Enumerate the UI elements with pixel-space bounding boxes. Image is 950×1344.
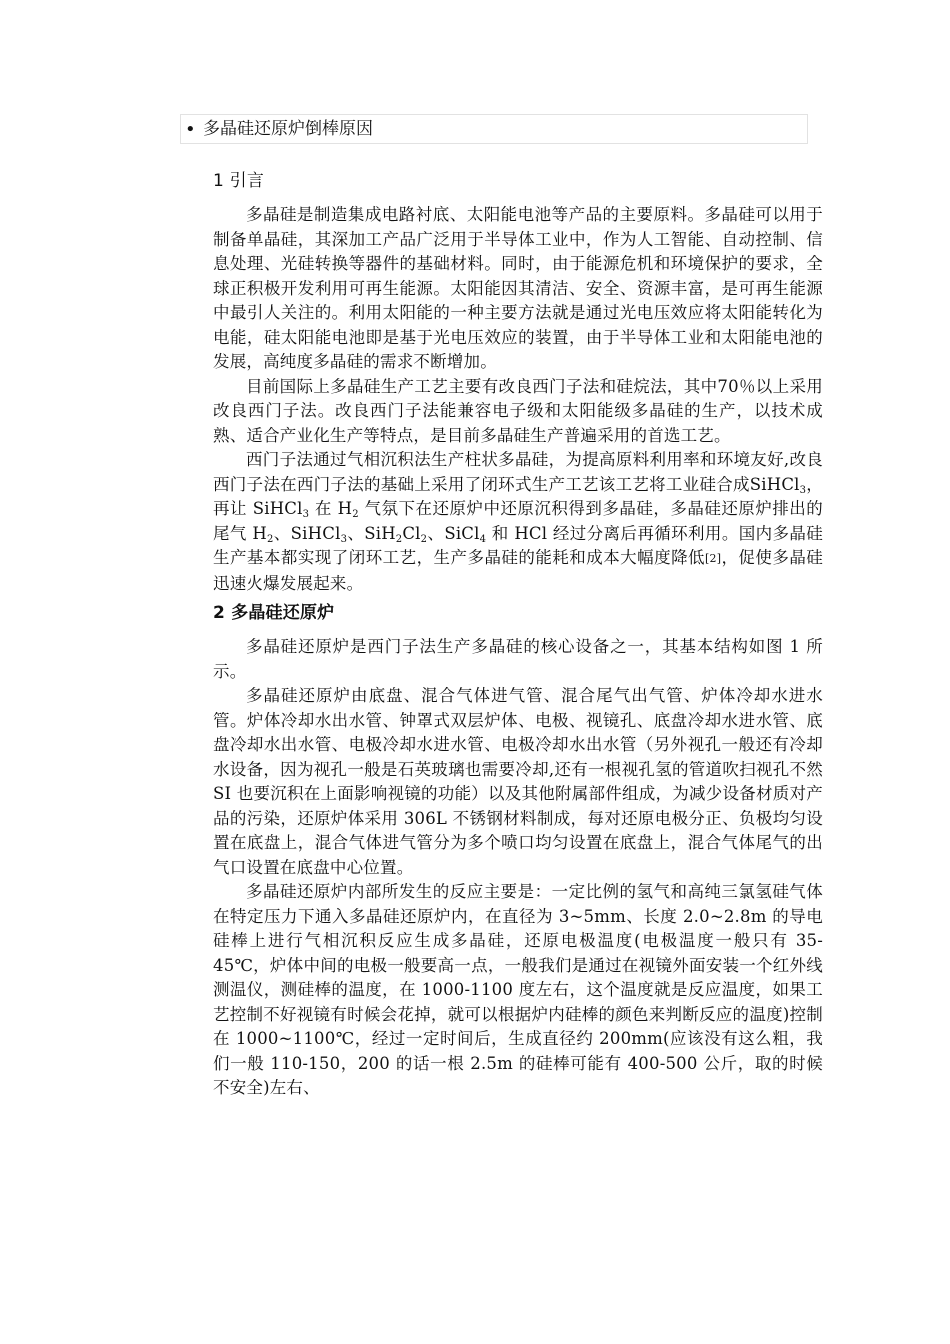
paragraph: 多晶硅还原炉是西门子法生产多晶硅的核心设备之一，其基本结构如图 1 所示。 xyxy=(213,637,823,681)
title-bar xyxy=(180,114,808,144)
document-title: 多晶硅还原炉倒棒原因 xyxy=(203,119,373,139)
paragraph: 西门子法通过气相沉积法生产柱状多晶硅，为提高原料利用率和环境友好,改良西门子法在西门子法的基础上采用了闭环式生产工艺该工艺将工业硅合成SiHCl$_3$，再让 SiHCl$_3$ 在 $H_2$ 气氛下在还原炉中还原沉积得到多晶硅，多晶硅还原炉排出的尾气 $H_2$、SiHCl$_3$、$SiH_2Cl_2$、SiCl$_4$ 和 HCl 经过分离后再循环利用。国内多晶硅生产基本都实现了闭环工艺，生产多晶硅的能耗和成本大幅度降低[2]，促使多晶硅迅速火爆发展起来。 xyxy=(213,450,823,593)
paragraph: 多晶硅还原炉内部所发生的反应主要是：一定比例的氢气和高纯三氯氢硅气体在特定压力下通入多晶硅还原炉内，在直径为 3~5mm、长度 2.0~2.8m 的导电硅棒上进行气相沉积反应生成多晶硅，还原电极温度(电极温度一般只有 35-45℃，炉体中间的电极一般要高一点，一般我们是通过在视镜外面安装一个红外线测温仪，测硅棒的温度，在 1000-1100 度左右，这个温度就是反应温度，如果工艺控制不好视镜有时候会花掉，就可以根据炉内硅棒的颜色来判断反应的温度)控制在 1000~1100℃，经过一定时间后，生成直径约 200mm(应该没有这么粗，我们一般 110-150，200 的话一根 2.5m 的硅棒可能有 400-500 公斤，取的时候不安全)左右、 xyxy=(213,882,823,1097)
article-body xyxy=(213,168,823,1101)
paragraph: 多晶硅是制造集成电路衬底、太阳能电池等产品的主要原料。多晶硅可以用于制备单晶硅，其深加工产品广泛用于半导体工业中，作为人工智能、自动控制、信息处理、光硅转换等器件的基础材料。同时，由于能源危机和环境保护的要求，全球正积极开发利用可再生能源。太阳能因其清洁、安全、资源丰富，是可再生能源中最引人关注的。利用太阳能的一种主要方法就是通过光电压效应将太阳能转化为电能，硅太阳能电池即是基于光电压效应的装置，由于半导体工业和太阳能电池的发展，高纯度多晶硅的需求不断增加。 xyxy=(213,205,823,371)
section-1-heading: 1 引言 xyxy=(213,171,265,191)
section-2-heading: 2 多晶硅还原炉 xyxy=(213,603,335,623)
citation-link[interactable]: [2] xyxy=(705,552,722,565)
paragraph: 目前国际上多晶硅生产工艺主要有改良西门子法和硅烷法，其中70％以上采用改良西门子法。改良西门子法能兼容电子级和太阳能级多晶硅的生产，以技术成熟、适合产业化生产等特点，是目前多晶硅生产普遍采用的首选工艺。 xyxy=(213,376,823,445)
bullet-icon: • xyxy=(185,119,196,140)
paragraph: 多晶硅还原炉由底盘、混合气体进气管、混合尾气出气管、炉体冷却水进水管。炉体冷却水出水管、钟罩式双层炉体、电极、视镜孔、底盘冷却水进水管、底盘冷却水出水管、电极冷却水进水管、电极冷却水出水管（另外视孔一般还有冷却水设备，因为视孔一般是石英玻璃也需要冷却,还有一根视孔氢的管道吹扫视孔不然 SI 也要沉积在上面影响视镜的功能）以及其他附属部件组成，为减少设备材质对产品的污染，还原炉体采用 306L 不锈钢材料制成，每对还原电极分正、负极均匀设置在底盘上，混合气体进气管分为多个喷口均匀设置在底盘上，混合气体尾气的出气口设置在底盘中心位置。 xyxy=(213,686,823,877)
